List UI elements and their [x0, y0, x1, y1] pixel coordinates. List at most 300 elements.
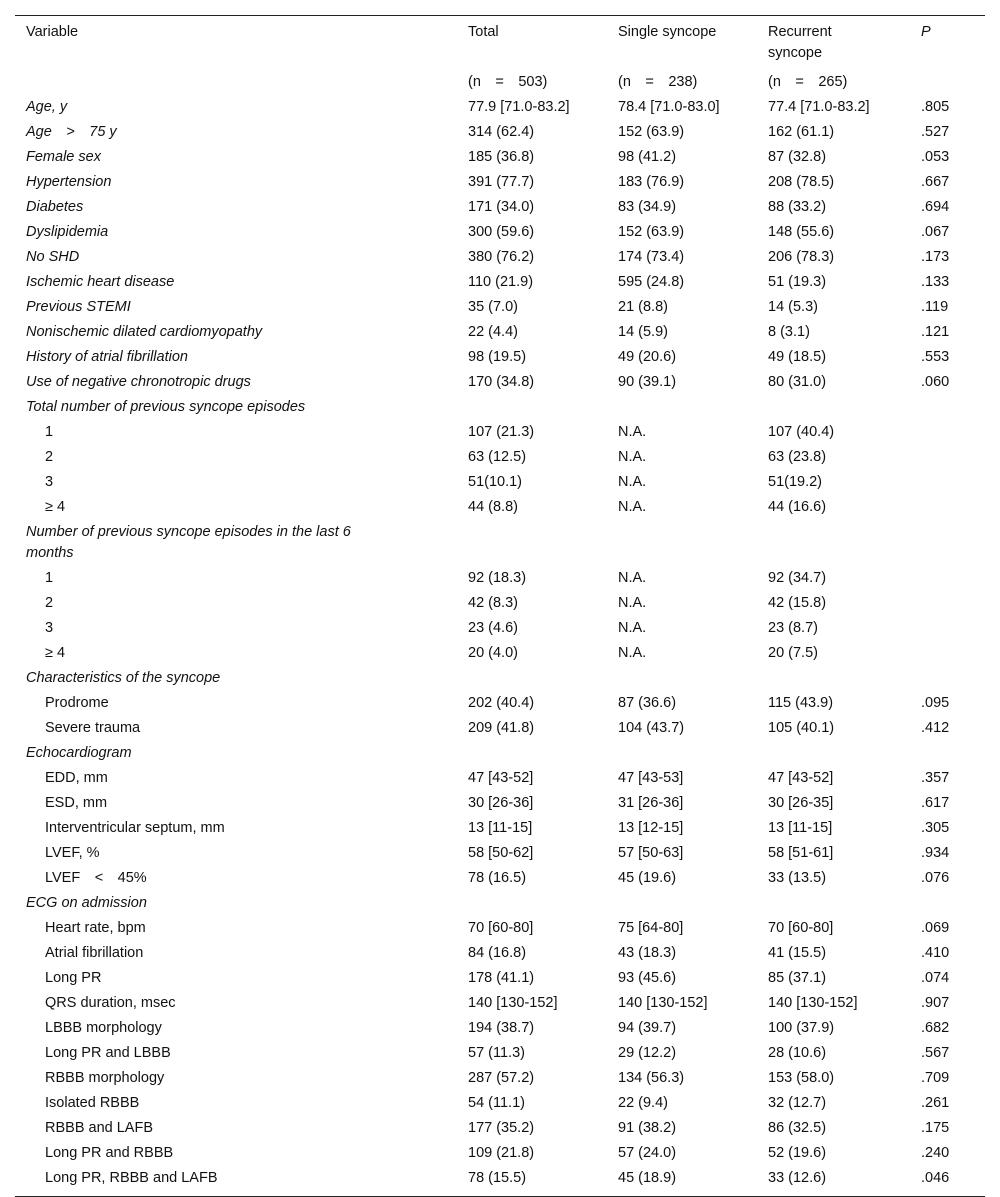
row-label: [15, 295, 468, 320]
cell-recurrent-syncope-text: 49 (18.5): [768, 349, 827, 365]
row-label-text: QRS duration, msec: [45, 995, 176, 1011]
cell-recurrent-syncope-text: 100 (37.9): [768, 1020, 835, 1036]
row-label: [15, 1041, 468, 1066]
cell-total-text: 110 (21.9): [468, 274, 534, 290]
cell-recurrent-syncope-text: 80 (31.0): [768, 374, 827, 390]
cell-recurrent-syncope: [768, 345, 921, 370]
row-label-text: Isolated RBBB: [45, 1095, 140, 1111]
cell-total-text: 13 [11-15]: [468, 820, 533, 836]
row-label: [15, 395, 468, 420]
row-label-text: Nonischemic dilated cardiomyopathy: [26, 324, 263, 340]
table-row: [15, 966, 985, 991]
cell-p-value: [921, 716, 985, 741]
cell-recurrent-syncope: [768, 295, 921, 320]
header-variable: Variable: [15, 16, 468, 67]
row-label-text: 2: [45, 449, 54, 465]
cell-total: [468, 395, 618, 420]
cell-recurrent-syncope-text: 88 (33.2): [768, 199, 827, 215]
cell-total: [468, 270, 618, 295]
table-row: [15, 270, 985, 295]
cell-p-value: [921, 370, 985, 395]
cell-recurrent-syncope-text: 44 (16.6): [768, 499, 827, 515]
cell-single-syncope-text: 152 (63.9): [618, 124, 685, 140]
table-row: [15, 145, 985, 170]
cell-recurrent-syncope-text: 33 (12.6): [768, 1170, 827, 1186]
header-recurrent-syncope-label: Recurrent syncope: [768, 24, 832, 61]
cell-single-syncope: [618, 816, 768, 841]
cell-p-value: [921, 195, 985, 220]
cell-p-value: [921, 966, 985, 991]
table-row: [15, 1041, 985, 1066]
cell-single-syncope: [618, 741, 768, 766]
cell-single-syncope: [618, 641, 768, 666]
table-row: [15, 691, 985, 716]
baseline-characteristics-table-container: [15, 15, 985, 1197]
cell-p-value: [921, 916, 985, 941]
cell-p-value: [921, 991, 985, 1016]
cell-p-value-text: .053: [921, 149, 950, 165]
cell-total-text: 314 (62.4): [468, 124, 535, 140]
cell-p-value-text: .121: [921, 324, 950, 340]
row-label-text: Long PR and LBBB: [45, 1045, 171, 1061]
cell-total: [468, 1016, 618, 1041]
cell-recurrent-syncope: [768, 1091, 921, 1116]
cell-single-syncope-text: 90 (39.1): [618, 374, 677, 390]
header-n-row: [15, 66, 985, 95]
cell-p-value: [921, 495, 985, 520]
header-row: [15, 16, 985, 67]
cell-recurrent-syncope: [768, 866, 921, 891]
cell-total: [468, 445, 618, 470]
cell-single-syncope-text: 87 (36.6): [618, 695, 677, 711]
cell-single-syncope-text: 75 [64-80]: [618, 920, 684, 936]
cell-p-value-text: .667: [921, 174, 950, 190]
cell-recurrent-syncope: [768, 1016, 921, 1041]
cell-total: [468, 345, 618, 370]
cell-p-value: [921, 345, 985, 370]
cell-recurrent-syncope: [768, 520, 921, 566]
cell-single-syncope: [618, 716, 768, 741]
row-label: [15, 495, 468, 520]
table-row: [15, 766, 985, 791]
cell-recurrent-syncope: [768, 245, 921, 270]
cell-total-text: 98 (19.5): [468, 349, 527, 365]
cell-single-syncope: [618, 320, 768, 345]
cell-single-syncope-text: 22 (9.4): [618, 1095, 668, 1111]
row-label-text: Female sex: [26, 149, 101, 165]
cell-p-value-text: .046: [921, 1170, 950, 1186]
cell-p-value: [921, 891, 985, 916]
cell-total: [468, 666, 618, 691]
cell-recurrent-syncope: [768, 220, 921, 245]
cell-single-syncope-text: 43 (18.3): [618, 945, 677, 961]
row-label: [15, 95, 468, 120]
cell-p-value-text: .119: [921, 299, 949, 315]
row-label-text: Atrial fibrillation: [45, 945, 144, 961]
cell-recurrent-syncope: [768, 1141, 921, 1166]
cell-total: [468, 716, 618, 741]
cell-total: [468, 941, 618, 966]
cell-recurrent-syncope-text: 28 (10.6): [768, 1045, 827, 1061]
cell-total-text: 177 (35.2): [468, 1120, 535, 1136]
cell-total-text: 70 [60-80]: [468, 920, 534, 936]
cell-recurrent-syncope: [768, 816, 921, 841]
cell-recurrent-syncope-text: 51(19.2): [768, 474, 823, 490]
cell-total-text: 78 (15.5): [468, 1170, 527, 1186]
cell-total-text: 185 (36.8): [468, 149, 535, 165]
cell-total-text: 84 (16.8): [468, 945, 527, 961]
cell-recurrent-syncope: [768, 95, 921, 120]
cell-recurrent-syncope: [768, 1116, 921, 1141]
row-label-text: 1: [45, 424, 54, 440]
cell-total: [468, 791, 618, 816]
row-label-text: Echocardiogram: [26, 745, 132, 761]
cell-p-value: [921, 445, 985, 470]
cell-p-value: [921, 1116, 985, 1141]
cell-total: [468, 220, 618, 245]
cell-total-text: 47 [43-52]: [468, 770, 534, 786]
cell-recurrent-syncope-text: 47 [43-52]: [768, 770, 834, 786]
table-row: [15, 941, 985, 966]
row-label: [15, 445, 468, 470]
row-label: [15, 245, 468, 270]
cell-single-syncope: [618, 991, 768, 1016]
cell-recurrent-syncope-text: 208 (78.5): [768, 174, 835, 190]
cell-p-value: [921, 591, 985, 616]
row-label-text: Use of negative chronotropic drugs: [26, 374, 251, 390]
cell-single-syncope: [618, 245, 768, 270]
header-n-recurrent: (n = 265): [768, 74, 848, 90]
cell-p-value: [921, 170, 985, 195]
cell-total-text: 23 (4.6): [468, 620, 518, 636]
row-label: [15, 1141, 468, 1166]
table-row: [15, 245, 985, 270]
cell-recurrent-syncope-text: 70 [60-80]: [768, 920, 834, 936]
cell-recurrent-syncope-text: 23 (8.7): [768, 620, 818, 636]
row-label-text: 3: [45, 474, 54, 490]
cell-p-value: [921, 270, 985, 295]
cell-total: [468, 566, 618, 591]
cell-total: [468, 520, 618, 566]
row-label: [15, 816, 468, 841]
row-label-text: Age, y: [26, 99, 68, 115]
cell-total: [468, 616, 618, 641]
row-label: [15, 791, 468, 816]
cell-single-syncope: [618, 520, 768, 566]
cell-single-syncope: [618, 616, 768, 641]
cell-total: [468, 591, 618, 616]
cell-recurrent-syncope: [768, 691, 921, 716]
cell-total: [468, 195, 618, 220]
cell-total: [468, 741, 618, 766]
row-label-text: Number of previous syncope episodes in the last 6 months: [26, 524, 351, 561]
row-label: [15, 866, 468, 891]
cell-single-syncope-text: N.A.: [618, 499, 647, 515]
row-label: [15, 470, 468, 495]
cell-p-value-text: .067: [921, 224, 950, 240]
cell-single-syncope-text: 104 (43.7): [618, 720, 685, 736]
cell-single-syncope: [618, 445, 768, 470]
cell-recurrent-syncope-text: 14 (5.3): [768, 299, 818, 315]
cell-p-value: [921, 120, 985, 145]
cell-total: [468, 95, 618, 120]
row-label: [15, 566, 468, 591]
cell-p-value-text: .934: [921, 845, 950, 861]
cell-recurrent-syncope: [768, 170, 921, 195]
cell-single-syncope-text: 93 (45.6): [618, 970, 677, 986]
table-row: [15, 791, 985, 816]
table-row: [15, 916, 985, 941]
cell-p-value-text: .095: [921, 695, 950, 711]
row-label: [15, 370, 468, 395]
cell-recurrent-syncope-text: 77.4 [71.0-83.2]: [768, 99, 870, 115]
cell-total-text: 78 (16.5): [468, 870, 527, 886]
cell-single-syncope: [618, 495, 768, 520]
row-label: [15, 1091, 468, 1116]
cell-p-value: [921, 295, 985, 320]
table-row: [15, 345, 985, 370]
table-row: [15, 866, 985, 891]
cell-single-syncope-text: 14 (5.9): [618, 324, 668, 340]
row-label-text: ESD, mm: [45, 795, 108, 811]
cell-p-value-text: .173: [921, 249, 950, 265]
cell-total-text: 194 (38.7): [468, 1020, 535, 1036]
cell-single-syncope-text: 21 (8.8): [618, 299, 668, 315]
table-row: [15, 1166, 985, 1197]
cell-single-syncope-text: 595 (24.8): [618, 274, 685, 290]
cell-p-value-text: .305: [921, 820, 950, 836]
row-label: [15, 941, 468, 966]
table-row: [15, 666, 985, 691]
cell-p-value-text: .412: [921, 720, 950, 736]
row-label-text: RBBB and LAFB: [45, 1120, 153, 1136]
table-row: [15, 445, 985, 470]
cell-total-text: 63 (12.5): [468, 449, 527, 465]
cell-total: [468, 245, 618, 270]
cell-single-syncope: [618, 295, 768, 320]
cell-total: [468, 766, 618, 791]
row-label-text: Age > 75 y: [26, 124, 117, 140]
table-row: [15, 591, 985, 616]
cell-single-syncope: [618, 766, 768, 791]
cell-single-syncope-text: 140 [130-152]: [618, 995, 708, 1011]
cell-p-value: [921, 766, 985, 791]
row-label-text: Long PR: [45, 970, 102, 986]
cell-recurrent-syncope-text: 153 (58.0): [768, 1070, 835, 1086]
row-label: [15, 666, 468, 691]
table-row: [15, 1116, 985, 1141]
cell-single-syncope: [618, 1016, 768, 1041]
cell-single-syncope-text: 98 (41.2): [618, 149, 677, 165]
cell-total: [468, 120, 618, 145]
cell-recurrent-syncope-text: 162 (61.1): [768, 124, 835, 140]
row-label: [15, 1066, 468, 1091]
cell-total: [468, 891, 618, 916]
cell-p-value-text: .074: [921, 970, 950, 986]
row-label-text: EDD, mm: [45, 770, 108, 786]
cell-single-syncope-text: 45 (18.9): [618, 1170, 677, 1186]
table-row: [15, 195, 985, 220]
row-label-text: ECG on admission: [26, 895, 147, 911]
cell-total-text: 30 [26-36]: [468, 795, 534, 811]
cell-total-text: 51(10.1): [468, 474, 523, 490]
row-label: [15, 520, 468, 566]
table-row: [15, 641, 985, 666]
row-label: [15, 170, 468, 195]
cell-p-value: [921, 1066, 985, 1091]
cell-single-syncope: [618, 1141, 768, 1166]
cell-total-text: 20 (4.0): [468, 645, 518, 661]
cell-p-value: [921, 95, 985, 120]
cell-single-syncope-text: 57 (24.0): [618, 1145, 677, 1161]
cell-total: [468, 1091, 618, 1116]
cell-p-value: [921, 841, 985, 866]
cell-p-value: [921, 320, 985, 345]
cell-total-text: 287 (57.2): [468, 1070, 535, 1086]
cell-single-syncope: [618, 420, 768, 445]
row-label: [15, 916, 468, 941]
header-recurrent-syncope: [768, 16, 921, 67]
cell-p-value: [921, 941, 985, 966]
cell-single-syncope-text: 83 (34.9): [618, 199, 677, 215]
cell-single-syncope: [618, 966, 768, 991]
table-row: [15, 220, 985, 245]
cell-single-syncope-text: 31 [26-36]: [618, 795, 684, 811]
cell-recurrent-syncope-text: 58 [51-61]: [768, 845, 834, 861]
cell-p-value: [921, 1141, 985, 1166]
cell-p-value: [921, 1166, 985, 1197]
cell-p-value-text: .907: [921, 995, 950, 1011]
cell-total-text: 171 (34.0): [468, 199, 535, 215]
table-row: [15, 120, 985, 145]
table-row: [15, 295, 985, 320]
cell-p-value: [921, 395, 985, 420]
row-label: [15, 1016, 468, 1041]
cell-single-syncope: [618, 1041, 768, 1066]
cell-total-text: 300 (59.6): [468, 224, 535, 240]
cell-recurrent-syncope-text: 8 (3.1): [768, 324, 810, 340]
cell-recurrent-syncope: [768, 1066, 921, 1091]
cell-recurrent-syncope: [768, 270, 921, 295]
cell-single-syncope-text: 94 (39.7): [618, 1020, 677, 1036]
header-p-value: P: [921, 16, 985, 67]
cell-p-value-text: .175: [921, 1120, 950, 1136]
cell-recurrent-syncope-text: 13 [11-15]: [768, 820, 833, 836]
row-label-text: 1: [45, 570, 54, 586]
cell-total-text: 77.9 [71.0-83.2]: [468, 99, 570, 115]
cell-total-text: 58 [50-62]: [468, 845, 534, 861]
cell-single-syncope-text: 45 (19.6): [618, 870, 677, 886]
table-row: [15, 95, 985, 120]
table-row: [15, 841, 985, 866]
table-row: [15, 320, 985, 345]
cell-single-syncope: [618, 270, 768, 295]
cell-p-value: [921, 420, 985, 445]
cell-p-value: [921, 691, 985, 716]
row-label: [15, 691, 468, 716]
cell-recurrent-syncope: [768, 320, 921, 345]
row-label-text: Long PR, RBBB and LAFB: [45, 1170, 218, 1186]
cell-total-text: 109 (21.8): [468, 1145, 535, 1161]
cell-p-value-text: .357: [921, 770, 950, 786]
row-label-text: 2: [45, 595, 54, 611]
cell-total: [468, 1166, 618, 1197]
cell-single-syncope-text: N.A.: [618, 424, 647, 440]
cell-p-value: [921, 1041, 985, 1066]
row-label: [15, 345, 468, 370]
cell-recurrent-syncope: [768, 470, 921, 495]
row-label-text: LVEF < 45%: [45, 870, 147, 886]
table-row: [15, 816, 985, 841]
cell-recurrent-syncope: [768, 591, 921, 616]
cell-total-text: 178 (41.1): [468, 970, 535, 986]
cell-p-value: [921, 1091, 985, 1116]
cell-total: [468, 1116, 618, 1141]
cell-recurrent-syncope-text: 20 (7.5): [768, 645, 818, 661]
cell-single-syncope-text: N.A.: [618, 570, 647, 586]
cell-total: [468, 841, 618, 866]
cell-recurrent-syncope: [768, 420, 921, 445]
cell-total: [468, 1041, 618, 1066]
cell-total-text: 380 (76.2): [468, 249, 535, 265]
cell-recurrent-syncope-text: 140 [130-152]: [768, 995, 858, 1011]
cell-p-value-text: .567: [921, 1045, 950, 1061]
cell-total: [468, 691, 618, 716]
row-label-text: 3: [45, 620, 54, 636]
table-row: [15, 1066, 985, 1091]
cell-single-syncope: [618, 841, 768, 866]
cell-p-value-text: .682: [921, 1020, 950, 1036]
cell-recurrent-syncope: [768, 566, 921, 591]
cell-single-syncope-text: 49 (20.6): [618, 349, 677, 365]
row-label-text: Prodrome: [45, 695, 109, 711]
cell-p-value-text: .527: [921, 124, 950, 140]
cell-single-syncope-text: 13 [12-15]: [618, 820, 684, 836]
row-label-text: Previous STEMI: [26, 299, 131, 315]
table-row: [15, 420, 985, 445]
table-row: [15, 716, 985, 741]
header-n-total: (n = 503): [468, 74, 548, 90]
cell-recurrent-syncope: [768, 495, 921, 520]
cell-total-text: 42 (8.3): [468, 595, 518, 611]
row-label: [15, 766, 468, 791]
cell-single-syncope: [618, 370, 768, 395]
row-label: [15, 1116, 468, 1141]
cell-recurrent-syncope: [768, 991, 921, 1016]
cell-recurrent-syncope-text: 33 (13.5): [768, 870, 827, 886]
table-row: [15, 470, 985, 495]
row-label-text: Total number of previous syncope episodes: [26, 399, 306, 415]
cell-recurrent-syncope-text: 107 (40.4): [768, 424, 835, 440]
cell-single-syncope: [618, 1066, 768, 1091]
cell-recurrent-syncope: [768, 145, 921, 170]
cell-single-syncope-text: 57 [50-63]: [618, 845, 684, 861]
cell-p-value-text: .709: [921, 1070, 950, 1086]
table-row: [15, 1141, 985, 1166]
cell-recurrent-syncope: [768, 195, 921, 220]
cell-recurrent-syncope-text: 148 (55.6): [768, 224, 835, 240]
cell-total-text: 202 (40.4): [468, 695, 535, 711]
cell-single-syncope-text: N.A.: [618, 595, 647, 611]
row-label-text: No SHD: [26, 249, 80, 265]
cell-p-value-text: .240: [921, 1145, 950, 1161]
cell-recurrent-syncope: [768, 741, 921, 766]
row-label: [15, 270, 468, 295]
cell-total: [468, 495, 618, 520]
row-label: [15, 616, 468, 641]
table-row: [15, 1016, 985, 1041]
cell-total: [468, 991, 618, 1016]
